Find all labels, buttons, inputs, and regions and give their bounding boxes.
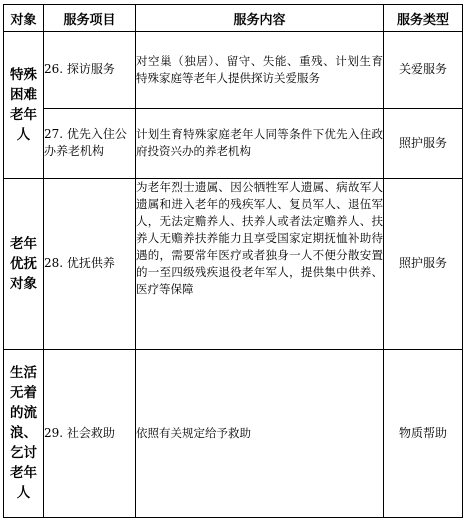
table-row	[4, 179, 463, 350]
item-cell: 28. 优抚供养	[44, 179, 136, 350]
content-cell: 依照有关规定给予救助	[136, 349, 384, 517]
table-row	[4, 349, 463, 517]
content-cell: 计划生育特殊家庭老年人同等条件下优先入住政府投资兴办的养老机构	[136, 108, 384, 178]
table-row	[4, 108, 463, 178]
type-cell: 照护服务	[384, 179, 463, 350]
item-cell: 27. 优先入住公办养老机构	[44, 108, 136, 178]
content-cell: 为老年烈士遗属、因公牺牲军人遗属、病故军人遗属和进入老年的残疾军人、复员军人、退伍军人，无法定赡养人、扶养人或者法定赡养人、扶养人无赡养扶养能力且享受国家定期抚恤补助待遇的，需要常年医疗或者独身一人不便分散安置的一至四级残疾退役老年军人，提供集中供养、医疗等保障	[136, 179, 384, 350]
header-content: 服务内容	[136, 5, 384, 32]
service-table	[3, 4, 463, 518]
header-type: 服务类型	[384, 5, 463, 32]
target-cell: 老年优抚对象	[4, 179, 44, 350]
item-cell: 26. 探访服务	[44, 32, 136, 109]
target-cell: 特殊困难老年人	[4, 32, 44, 179]
header-row	[4, 5, 463, 32]
content-cell: 对空巢（独居）、留守、失能、重残、计划生育特殊家庭等老年人提供探访关爱服务	[136, 32, 384, 109]
header-item: 服务项目	[44, 5, 136, 32]
type-cell: 物质帮助	[384, 349, 463, 517]
type-cell: 照护服务	[384, 108, 463, 178]
type-cell: 关爱服务	[384, 32, 463, 109]
header-target: 对象	[4, 5, 44, 32]
item-cell: 29. 社会救助	[44, 349, 136, 517]
table-row	[4, 32, 463, 109]
target-cell: 生活无着的流浪、乞讨老年人	[4, 349, 44, 517]
